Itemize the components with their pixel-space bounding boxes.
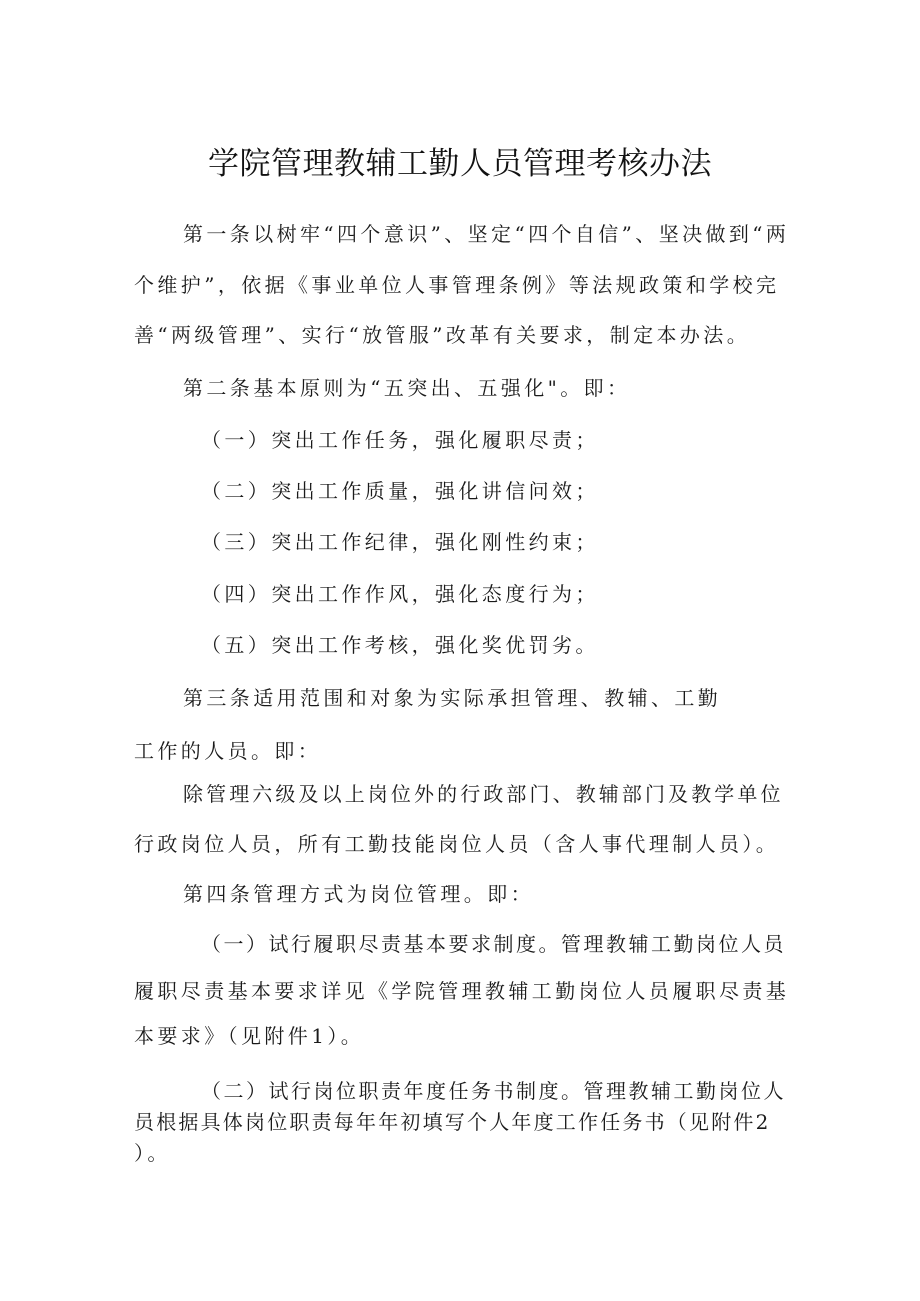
management-item-2-line-1: （二）试行岗位职责年度任务书制度。管理教辅工勤岗位人 bbox=[201, 1079, 786, 1103]
management-item-1-line-1: （一）试行履职尽责基本要求制度。管理教辅工勤岗位人员 bbox=[201, 932, 786, 956]
management-item-1-line-2: 履职尽责基本要求详见《学院管理教辅工勤岗位人员履职尽责基 bbox=[134, 979, 790, 1003]
article-3-line-2: 工作的人员。即： bbox=[134, 739, 322, 763]
principle-item-2: （二）突出工作质量，强化讲信问效； bbox=[201, 479, 599, 503]
article-3-line-1: 第三条适用范围和对象为实际承担管理、教辅、工勤 bbox=[183, 686, 722, 710]
management-item-2-line-3: ）。 bbox=[134, 1141, 171, 1165]
article-4-heading: 第四条管理方式为岗位管理。即： bbox=[183, 882, 534, 906]
scope-line-1: 除管理六级及以上岗位外的行政部门、教辅部门及教学单位 bbox=[183, 782, 784, 806]
principle-item-4: （四）突出工作作风，强化态度行为； bbox=[201, 582, 599, 606]
article-1-line-3: 善“两级管理”、实行“放管服”改革有关要求，制定本办法。 bbox=[134, 323, 751, 347]
principle-item-1: （一）突出工作任务，强化履职尽责； bbox=[201, 428, 599, 452]
management-item-2-line-2: 员根据具体岗位职责每年年初填写个人年度工作任务书（见附件2 bbox=[134, 1110, 771, 1134]
document-title: 学院管理教辅工勤人员管理考核办法 bbox=[208, 146, 712, 182]
scope-line-2: 行政岗位人员，所有工勤技能岗位人员（含人事代理制人员）。 bbox=[134, 832, 780, 856]
management-item-1-line-3: 本要求》（见附件1）。 bbox=[134, 1024, 365, 1048]
principle-item-5: （五）突出工作考核，强化奖优罚劣。 bbox=[201, 633, 599, 657]
principle-item-3: （三）突出工作纪律，强化刚性约束； bbox=[201, 530, 599, 554]
article-2-heading: 第二条基本原则为“五突出、五强化"。即： bbox=[183, 376, 631, 400]
article-1-line-1: 第一条以树牢“四个意识”、坚定“四个自信”、坚决做到“两 bbox=[183, 222, 790, 246]
article-1-line-2: 个维护”，依据《事业单位人事管理条例》等法规政策和学校完 bbox=[134, 273, 780, 297]
